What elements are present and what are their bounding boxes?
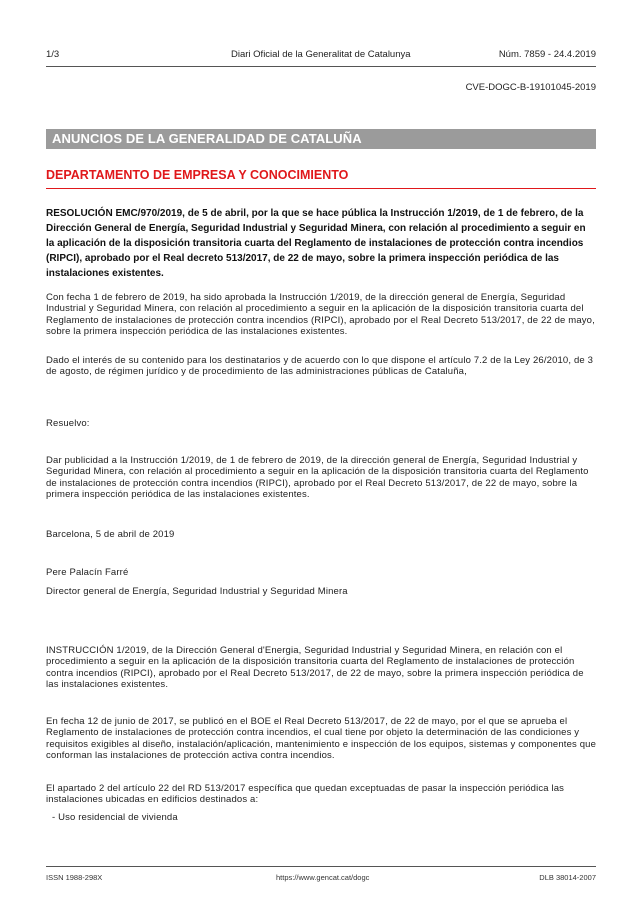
issue-number: Núm. 7859 - 24.4.2019	[498, 49, 596, 60]
footer-divider	[46, 866, 596, 867]
dlb: DLB 38014-2007	[539, 873, 596, 882]
header-divider	[46, 66, 596, 67]
footer-url[interactable]: https://www.gencat.cat/dogc	[276, 873, 370, 882]
section-banner: ANUNCIOS DE LA GENERALIDAD DE CATALUÑA	[46, 129, 596, 149]
paragraph-3: Dar publicidad a la Instrucción 1/2019, de 1 de febrero de 2019, de la dirección general de Energía, Seguridad Industrial y Seguridad Minera, con relación al procedimiento a seguir en la aplicación de la disposición transitoria cuarta del Reglamento de instalaciones de protección contra incendios (RIPCI), aprobado por el Real Decreto 513/2017, de 22 de mayo, sobre la primera inspección periódica de las instalaciones existentes.	[46, 455, 589, 501]
department-title: DEPARTAMENTO DE EMPRESA Y CONOCIMIENTO	[46, 168, 349, 182]
list-item: - Uso residencial de vivienda	[52, 812, 178, 823]
journal-name: Diari Oficial de la Generalitat de Catalunya	[231, 49, 411, 60]
page-number: 1/3	[46, 49, 60, 60]
page-footer	[46, 873, 596, 885]
place-date: Barcelona, 5 de abril de 2019	[46, 529, 175, 540]
signer-title: Director general de Energía, Seguridad Industrial y Seguridad Minera	[46, 586, 348, 597]
paragraph-1: Con fecha 1 de febrero de 2019, ha sido aprobada la Instrucción 1/2019, de la dirección general de Energía, Seguridad Industrial y Seguridad Minera, con relación al procedimiento a seguir en la aplicación de la disposición transitoria cuarta del Reglamento de instalaciones de protección contra incendios (RIPCI), aprobado por el Real Decreto 513/2017, de 22 de mayo, sobre la primera inspección periódica de las instalaciones existentes.	[46, 292, 595, 338]
signer-name: Pere Palacín Farré	[46, 567, 129, 578]
cve-code: CVE-DOGC-B-19101045-2019	[465, 82, 596, 93]
paragraph-4: En fecha 12 de junio de 2017, se publicó en el BOE el Real Decreto 513/2017, de 22 de mayo, por el que se aprueba el Reglamento de instalaciones de protección contra incendios, el cual tiene por objeto la determinación de las condiciones y requisitos exigibles al diseño, instalación/aplicación, mantenimiento e inspección de los equipos, sistemas y componentes que conforman las instalaciones de protección activa contra incendios.	[46, 716, 596, 762]
page-header	[46, 49, 596, 63]
issn: ISSN 1988-298X	[46, 873, 103, 882]
department-divider	[46, 188, 596, 189]
resolution-title: RESOLUCIÓN EMC/970/2019, de 5 de abril, por la que se hace pública la Instrucción 1/2019, de 1 de febrero, de la Dirección General de Energía, Seguridad Industrial y Seguridad Minera, con relación al procedimiento a seguir en la aplicación de la disposición transitoria cuarta del Reglamento de instalaciones de protección contra incendios (RIPCI), aprobado por el Real decreto 513/2017, de 22 de mayo, sobre la primera inspección periódica de las instalaciones existentes.	[46, 208, 586, 279]
resuelvo-label: Resuelvo:	[46, 418, 90, 429]
instruction-heading: INSTRUCCIÓN 1/2019, de la Dirección General d'Energia, Seguridad Industrial y Seguridad Minera, en relación con el procedimiento a seguir en la aplicación de la disposición transitoria cuarta del Reglamento de instalaciones de protección contra incendios (RIPCI), aprobado por el Real Decreto 513/2017, de 22 de mayo, sobre la primera inspección periódica de las instalaciones existentes.	[46, 645, 584, 691]
paragraph-5: El apartado 2 del artículo 22 del RD 513/2017 específica que quedan exceptuadas de pasar la inspección periódica las instalaciones ubicadas en edificios destinados a:	[46, 783, 565, 806]
paragraph-2: Dado el interés de su contenido para los destinatarios y de acuerdo con lo que dispone el artículo 7.2 de la Ley 26/2010, de 3 de agosto, de régimen jurídico y de procedimiento de las administraciones públicas de Cataluña,	[46, 355, 594, 378]
